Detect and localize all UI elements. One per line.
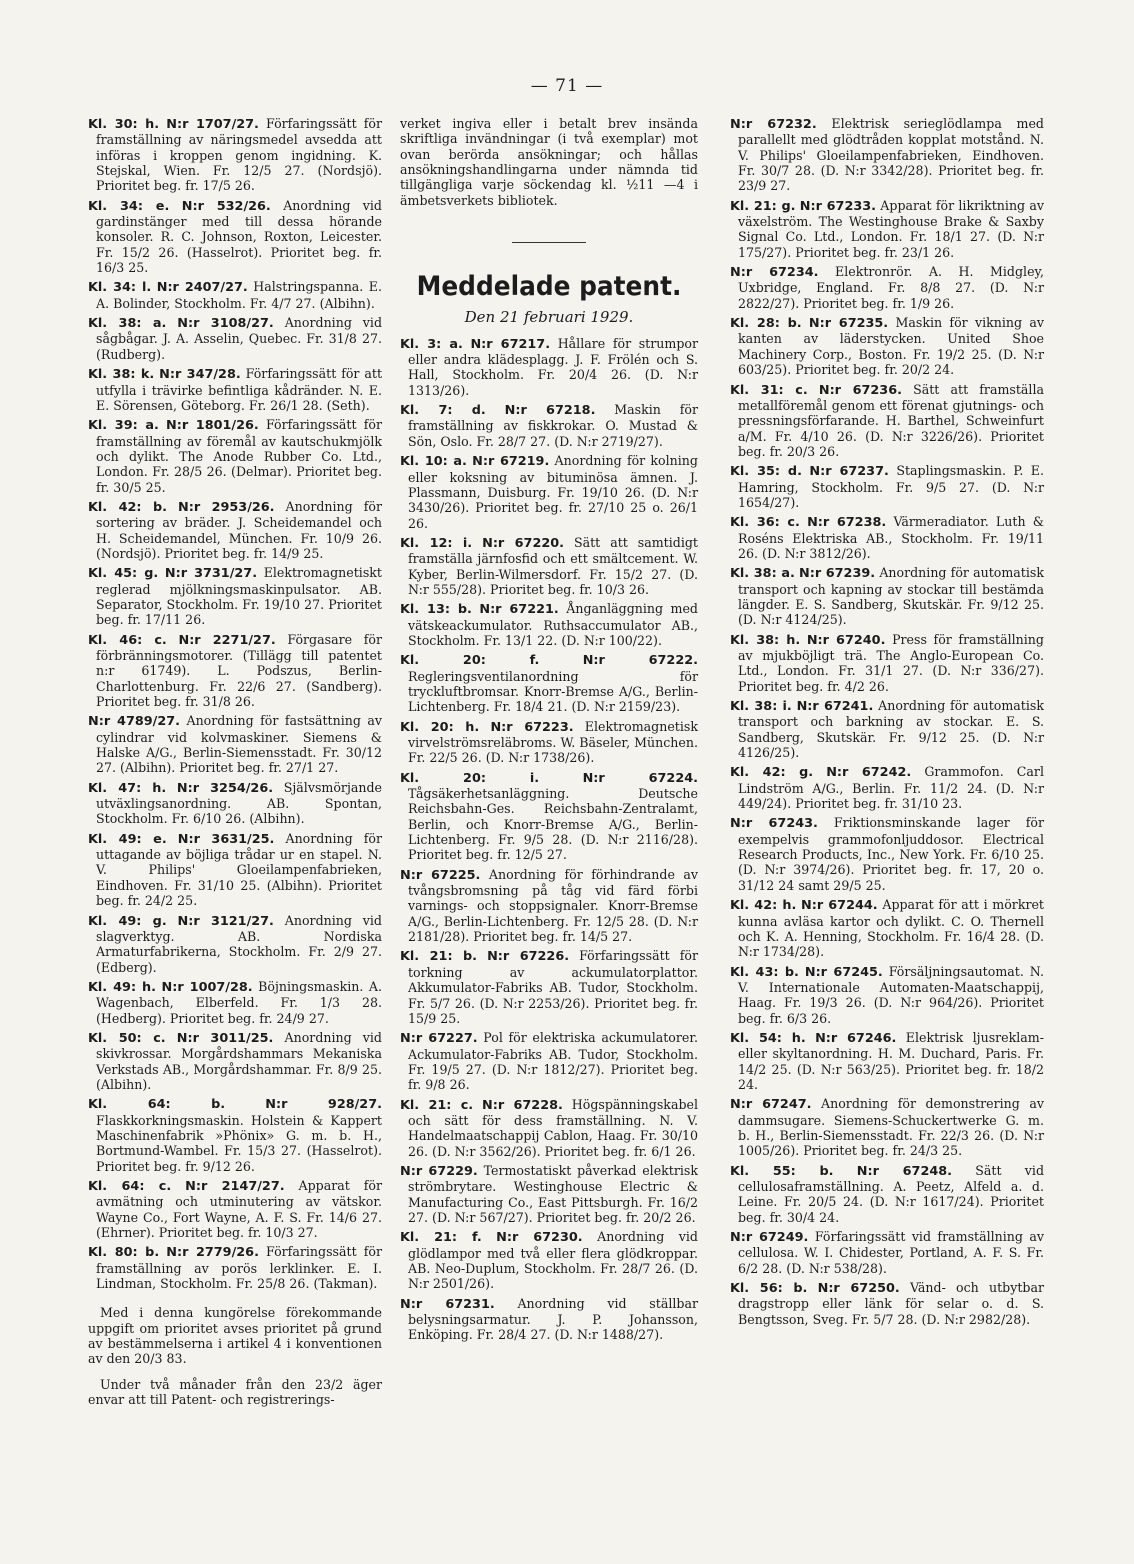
patent-class: Kl. 12: i. bbox=[400, 535, 473, 551]
patent-number: N:r 67245. bbox=[804, 964, 883, 980]
patent-description: Förfaringssätt för framställning av föremål av kautschukmjölk och dylikt. The Anode Rubber Co. Ltd., London. Fr. 28/5 26. (Delmar). Prioritet beg. fr. 30/5 25. bbox=[96, 417, 382, 495]
patent-number: N:r 1707/27. bbox=[166, 117, 259, 132]
patent-entry bbox=[730, 463, 1044, 510]
patent-class: Kl. 56: b. bbox=[730, 1281, 808, 1297]
patent-entry bbox=[730, 764, 1044, 811]
section-heading: Meddelade patent. bbox=[416, 271, 682, 303]
patent-description: Elektrisk ljusreklam- eller skyltanordning. H. M. Duchard, Paris. Fr. 14/2 25. (D. N:r 563/25). Prioritet beg. fr. 18/2 24. bbox=[738, 1029, 1044, 1092]
patent-number: N:r 3121/27. bbox=[177, 913, 274, 929]
patent-class: Kl. 20: f. bbox=[400, 653, 540, 669]
patent-number: N:r 67249. bbox=[730, 1230, 809, 1246]
patent-description: Anordning vid gardinstänger med till dessa hörande konsoler. R. C. Johnson, Roxton, Leicester. Fr. 15/2 26. (Hasselrot). Prioritet beg. fr. 16/3 25. bbox=[96, 197, 382, 276]
patent-description: Termostatiskt påverkad elektrisk strömbrytare. Westinghouse Electric & Manufacturing Co., East Pittsburgh. Fr. 16/2 27. (D. N:r 567/27). Prioritet beg. fr. 20/2 26. bbox=[408, 1162, 698, 1225]
patent-description: Friktionsminskande lager för exempelvis grammofonljuddosor. Electrical Research Products, Inc., New York. Fr. 6/10 25. (D. N:r 3974/26). Prioritet beg. fr. 17, 20 o. 31/12 24 samt 29/5 25. bbox=[738, 815, 1044, 893]
patent-description: Anordning för sortering av bräder. J. Scheidemandel och H. Scheidemandel, München. Fr. 10/9 26. (Nordsjö). Prioritet beg. fr. 14/9 25. bbox=[96, 498, 382, 561]
patent-number: N:r 2407/27. bbox=[156, 280, 248, 296]
patent-description: Elektromagnetisk virvelströmsreläbroms. W. Bäseler, München. Fr. 22/5 26. (D. N:r 1738/26). bbox=[408, 718, 698, 766]
patent-entry bbox=[88, 780, 382, 827]
patent-number: N:r 67242. bbox=[826, 765, 912, 781]
middle-column bbox=[400, 116, 698, 1347]
patent-description: Elektrisk serieglödlampa med parallellt med glödtråden kopplat motstånd. N. V. Philips' Gloeilampenfabrieken, Eindhoven. Fr. 30/7 28. (D. N:r 3342/28). Prioritet beg. fr. 23/9 27. bbox=[738, 116, 1044, 194]
patent-entry bbox=[730, 1280, 1044, 1327]
patent-entry bbox=[400, 719, 698, 766]
patent-description: Sätt vid cellulosaframställning. A. Peetz, Alfeld a. d. Leine. Fr. 20/5 24. (D. N:r 1617/24). Prioritet beg. fr. 30/4 24. bbox=[738, 1162, 1045, 1225]
patent-description: Förfaringssätt för framställning av näringsmedel avsedda att införas i kroppen genom ingidning. K. Stejskal, Wien. Fr. 12/5 27. (Nordsjö). Prioritet beg. fr. 17/5 26. bbox=[96, 116, 382, 194]
patent-number: N:r 347/28. bbox=[159, 367, 241, 383]
patent-entry bbox=[400, 1097, 698, 1159]
patent-entry bbox=[88, 831, 382, 909]
patent-class: Kl. 38: a. bbox=[88, 316, 167, 332]
patent-entry bbox=[88, 116, 382, 194]
patent-number: N:r 3631/25. bbox=[177, 831, 275, 847]
patent-entry bbox=[730, 264, 1044, 311]
patent-entry bbox=[88, 979, 382, 1026]
patent-entry bbox=[400, 867, 698, 945]
patent-description: Förfaringssätt vid framställning av cellulosa. W. I. Chidester, Portland, A. F. S. Fr. 6/2 28. (D. N:r 538/28). bbox=[738, 1229, 1044, 1276]
middle-entry-list bbox=[400, 336, 698, 1343]
patent-class: Kl. 54: h. bbox=[730, 1030, 806, 1046]
patent-entry bbox=[400, 1163, 698, 1225]
patent-number: N:r 67237. bbox=[809, 464, 889, 480]
patent-description: Förgasare för förbränningsmotorer. (Tillägg till patentet n:r 61749). L. Podszus, Berlin-Charlottenburg. Fr. 22/6 27. (Sandberg). Prioritet beg. fr. 31/8 26. bbox=[96, 631, 383, 710]
patent-entry bbox=[88, 198, 382, 276]
patent-class: Kl. 34: l. bbox=[88, 280, 152, 296]
patent-number: N:r 2779/26. bbox=[166, 1245, 259, 1261]
patent-class: Kl. 46: c. bbox=[88, 632, 167, 648]
section-date: Den 21 februari 1929. bbox=[464, 308, 634, 327]
patent-entry bbox=[88, 1178, 382, 1240]
patent-class: Kl. 80: b. bbox=[88, 1245, 160, 1261]
patent-number: N:r 67233. bbox=[799, 198, 877, 214]
patent-description: Anordning för uttagande av böjliga trådar ur en stapel. N. V. Philips' Gloeilampenfabrieken, Eindhoven. Fr. 31/10 25. (Albihn). Prioritet beg. fr. 24/2 25. bbox=[96, 830, 382, 909]
patent-entry bbox=[730, 897, 1044, 959]
patent-entry bbox=[730, 964, 1044, 1026]
patent-description: Böjningsmaskin. A. Wagenbach, Elberfeld. Fr. 1/3 28. (Hedberg). Prioritet beg. fr. 24/9 27. bbox=[96, 978, 382, 1026]
patent-description: Sätt att framställa metallföremål genom ett förenat gjutnings- och pressningsförfarande. H. Barthel, Schweinfurt a/M. Fr. 4/10 26. (D. N:r 3226/26). Prioritet beg. fr. 20/3 26. bbox=[738, 381, 1044, 459]
priority-note: Med i denna kungörelse förekommande uppgift om prioritet avses prioritet på grund av bestämmelserna i artikel 4 i konventionen av den 20/3 83. bbox=[88, 1305, 382, 1367]
patent-class: Kl. 39: a. bbox=[88, 418, 159, 434]
patent-number: N:r 67217. bbox=[470, 336, 551, 352]
patent-entry bbox=[400, 535, 698, 597]
patent-description: Anordning för förhindrande av tvångsbromsning på tåg vid färd förbi varnings- och stoppsignaler. Knorr-Bremse A/G., Berlin-Lichtenberg. Fr. 12/5 28. (D. N:r 2181/28). Prioritet beg. fr. 14/5 27. bbox=[408, 866, 698, 945]
patent-number: N:r 532/26. bbox=[181, 198, 271, 214]
patent-entry bbox=[88, 565, 382, 627]
patent-description: Flaskkorkningsmaskin. Holstein & Kappert Maschinenfabrik »Phönix» G. m. b. H., Bortmund-Wambel. Fr. 15/3 27. (Hasselrot). Prioritet beg. fr. 9/12 26. bbox=[96, 1112, 382, 1174]
patent-entry bbox=[88, 1030, 382, 1092]
objection-note-end: verket ingiva eller i betalt brev insända skriftliga invändningar (i två exemplar) mot ovan berörda ansökningar; och hållas ansökningshandlingarna under nämnda tid tillgängliga varje söckendag kl. ½11 —4 i ämbetsverkets bibliotek. bbox=[400, 116, 698, 208]
patent-description: Sätt att samtidigt framställa järnfosfid och ett smältcement. W. Kyber, Berlin-Wilmersdorf. Fr. 15/2 27. (D. N:r 555/28). Prioritet beg. fr. 10/3 26. bbox=[408, 534, 698, 597]
patent-class: Kl. 55: b. bbox=[730, 1163, 834, 1179]
patent-description: Maskin för framställning av fiskkrokar. O. Mustad & Sön, Oslo. Fr. 28/7 27. (D. N:r 2719/27). bbox=[408, 402, 699, 449]
patent-class: Kl. 21: b. bbox=[400, 949, 478, 965]
right-column bbox=[730, 116, 1044, 1331]
patent-entry bbox=[730, 1096, 1044, 1158]
patent-class: Kl. 49: e. bbox=[88, 831, 167, 847]
patent-number: N:r 1007/28. bbox=[161, 979, 253, 995]
patent-entry bbox=[400, 948, 698, 1026]
patent-number: N:r 67250. bbox=[817, 1281, 900, 1297]
patent-entry bbox=[400, 453, 698, 531]
patent-entry bbox=[88, 315, 382, 362]
patent-description: Tågsäkerhetsanläggning. Deutsche Reichsbahn-Ges. Reichsbahn-Zentralamt, Berlin, och Knorr-Bremse A/G., Berlin-Lichtenberg. Fr. 9/5 28. (D. N:r 2116/28). Prioritet beg. fr. 12/5 27. bbox=[408, 786, 698, 863]
patent-entry bbox=[400, 770, 698, 863]
patent-class: Kl. 38: i. bbox=[730, 699, 792, 715]
patent-entry bbox=[88, 1096, 382, 1174]
patent-class: Kl. 20: i. bbox=[400, 770, 540, 786]
patent-number: N:r 67224. bbox=[582, 770, 698, 786]
patent-description: Halstringspanna. E. A. Bolinder, Stockholm. Fr. 4/7 27. (Albihn). bbox=[96, 279, 382, 311]
patent-number: N:r 4789/27. bbox=[88, 714, 181, 730]
patent-number: N:r 67232. bbox=[730, 117, 817, 132]
patent-entry bbox=[400, 601, 698, 648]
patent-class: Kl. 7: d. bbox=[400, 403, 486, 419]
patent-description: Högspänningskabel och sätt för dess framställning. N. V. Handelmaatschappij Cablon, Haag. Fr. 30/10 26. (D. N:r 3562/26). Prioritet beg. fr. 6/1 26. bbox=[408, 1096, 698, 1159]
patent-number: N:r 3731/27. bbox=[164, 566, 258, 582]
patent-entry bbox=[730, 514, 1044, 561]
patent-entry bbox=[730, 315, 1044, 377]
patent-entry bbox=[88, 1244, 382, 1291]
patent-entry bbox=[88, 279, 382, 311]
patent-number: N:r 67228. bbox=[482, 1097, 563, 1113]
patent-class: Kl. 13: b. bbox=[400, 602, 472, 618]
patent-number: N:r 67238. bbox=[807, 515, 887, 531]
patent-number: N:r 67236. bbox=[818, 382, 902, 398]
patent-number: N:r 67220. bbox=[482, 535, 565, 551]
patent-number: N:r 67241. bbox=[796, 699, 874, 715]
patent-number: N:r 2271/27. bbox=[178, 632, 276, 648]
patent-class: Kl. 38: h. bbox=[730, 632, 801, 648]
right-entry-list bbox=[730, 116, 1044, 1327]
patent-number: N:r 67244. bbox=[801, 898, 878, 914]
patent-description: Anordning för automatisk transport och kapning av stockar till bestämda längder. E. S. Sandberg, Skutskär. Fr. 9/12 25. (D. N:r 4124/25). bbox=[738, 565, 1044, 628]
patent-number: N:r 67222. bbox=[582, 653, 698, 669]
patent-class: Kl. 49: h. bbox=[88, 979, 157, 995]
patent-description: Apparat för att i mörkret kunna avläsa kartor och dylikt. C. O. Thernell och K. A. Henning, Stockholm. Fr. 16/4 28. (D. N:r 1734/28). bbox=[738, 897, 1044, 960]
page-number: — 71 — bbox=[530, 76, 604, 96]
patent-number: N:r 67221. bbox=[479, 602, 559, 618]
patent-class: Kl. 64: b. bbox=[88, 1097, 226, 1113]
patent-class: Kl. 42: h. bbox=[730, 898, 797, 914]
left-entry-list bbox=[88, 116, 382, 1291]
patent-number: N:r 1801/26. bbox=[166, 418, 259, 434]
patent-entry bbox=[730, 382, 1044, 460]
patent-class: Kl. 21: c. bbox=[400, 1097, 474, 1113]
patent-number: N:r 67239. bbox=[799, 566, 876, 582]
patent-description: Ånganläggning med vätskeackumulator. Ruthsaccumulator AB., Stockholm. Fr. 13/1 22. (D. N:r 100/22). bbox=[408, 601, 698, 648]
patent-number: N:r 67231. bbox=[400, 1296, 495, 1312]
left-column bbox=[88, 116, 382, 1407]
patent-description: Regleringsventilanordning för tryckluftbromsar. Knorr-Bremse A/G., Berlin-Lichtenberg. Fr. 18/4 21. (D. N:r 2159/23). bbox=[408, 668, 698, 715]
patent-entry bbox=[400, 652, 698, 714]
patent-class: Kl. 64: c. bbox=[88, 1179, 172, 1194]
patent-description: Anordning för kolning eller koksning av bituminösa ämnen. J. Plassmann, Duisburg. Fr. 19/10 26. (D. N:r 3430/26). Prioritet beg. fr. 27/10 25 o. 26/1 26. bbox=[408, 453, 698, 531]
patent-description: Hållare för strumpor eller andra klädesplagg. J. F. Frölén och S. Hall, Stockholm. Fr. 20/4 26. (D. N:r 1313/26). bbox=[408, 335, 698, 398]
patent-entry bbox=[400, 1296, 698, 1343]
patent-class: Kl. 3: a. bbox=[400, 336, 463, 352]
patent-number: N:r 67219. bbox=[472, 454, 550, 470]
patent-number: N:r 928/27. bbox=[265, 1097, 382, 1113]
patent-entry bbox=[88, 499, 382, 561]
patent-entry bbox=[730, 632, 1044, 694]
patent-entry bbox=[730, 198, 1044, 260]
patent-description: Maskin för vikning av kanten av läderstycken. United Shoe Machinery Corp., Boston. Fr. 19/2 25. (D. N:r 603/25). Prioritet beg. fr. 20/2 24. bbox=[738, 315, 1044, 378]
patent-description: Pol för elektriska ackumulatorer. Ackumulator-Fabriks AB. Tudor, Stockholm. Fr. 19/5 27. (D. N:r 1812/27). Prioritet beg. fr. 9/8 26. bbox=[408, 1030, 698, 1093]
patent-number: N:r 3108/27. bbox=[177, 316, 274, 332]
patent-description: Förfaringssätt för torkning av ackumulatorplattor. Akkumulator-Fabriks AB. Tudor, Stockholm. Fr. 5/7 26. (D. N:r 2253/26). Prioritet beg. fr. 15/9 25. bbox=[408, 948, 699, 1026]
patent-entry bbox=[400, 1030, 698, 1092]
patent-description: Anordning vid glödlampor med två eller flera glödkroppar. AB. Neo-Duplum, Stockholm. Fr. 28/7 26. (D. N:r 2501/26). bbox=[408, 1229, 698, 1292]
patent-entry bbox=[88, 713, 382, 775]
patent-description: Anordning vid slagverktyg. AB. Nordiska Armaturfabrikerna, Stockholm. Fr. 2/9 27. (Edberg). bbox=[96, 912, 382, 975]
patent-description: Värmeradiator. Luth & Roséns Elektriska AB., Stockholm. Fr. 19/11 26. (D. N:r 3812/26). bbox=[738, 514, 1044, 561]
patent-description: Anordning vid sågbågar. J. A. Asselin, Quebec. Fr. 31/8 27. (Rudberg). bbox=[96, 315, 383, 362]
patent-entry bbox=[730, 565, 1044, 627]
patent-class: Kl. 28: b. bbox=[730, 316, 802, 332]
patent-number: N:r 2147/27. bbox=[185, 1179, 285, 1194]
patent-class: Kl. 21: g. bbox=[730, 198, 796, 214]
patent-description: Staplingsmaskin. P. E. Hamring, Stockholm. Fr. 9/5 27. (D. N:r 1654/27). bbox=[738, 463, 1044, 510]
patent-number: N:r 3254/26. bbox=[176, 780, 274, 796]
patent-description: Anordning vid skivkrossar. Morgårdshammars Mekaniska Verkstads AB., Morgårdshammar. Fr. 8/9 25. (Albihn). bbox=[96, 1029, 382, 1092]
patent-number: N:r 67248. bbox=[856, 1163, 953, 1179]
patent-class: Kl. 42: g. bbox=[730, 765, 814, 781]
patent-description: Anordning för demonstrering av dammsugare. Siemens-Schuckertwerke G. m. b. H., Berlin-Siemensstadt. Fr. 22/3 26. (D. N:r 1005/26). Prioritet beg. fr. 24/3 25. bbox=[738, 1096, 1044, 1159]
patent-number: N:r 67218. bbox=[504, 403, 596, 419]
patent-description: Press för framställning av mjukböjligt trä. The Anglo-European Co. Ltd., London. Fr. 31/1 27. (D. N:r 336/27). Prioritet beg. fr. 4/2 26. bbox=[738, 631, 1044, 694]
patent-class: Kl. 50: c. bbox=[88, 1030, 166, 1046]
patent-class: Kl. 49: g. bbox=[88, 913, 167, 929]
patent-description: Försäljningsautomat. N. V. Internationale Automaten-Maatschappij, Haag. Fr. 19/3 26. (D. N:r 964/26). Prioritet beg. fr. 6/3 26. bbox=[738, 963, 1044, 1026]
patent-number: N:r 67226. bbox=[487, 949, 570, 965]
section-divider bbox=[512, 242, 586, 243]
patent-number: N:r 3011/25. bbox=[176, 1030, 274, 1046]
patent-description: Grammofon. Carl Lindström A/G., Berlin. Fr. 11/2 24. (D. N:r 449/24). Prioritet beg. fr. 31/10 23. bbox=[738, 764, 1044, 812]
patent-description: Anordning för automatisk transport och barkning av stockar. E. S. Sandberg, Skutskär. Fr. 9/12 25. (D. N:r 4126/25). bbox=[738, 698, 1044, 761]
patent-description: Vänd- och utbytbar dragstropp eller länk för selar o. d. S. Bengtsson, Sveg. Fr. 5/7 28. (D. N:r 2982/28). bbox=[738, 1280, 1044, 1327]
patent-description: Anordning för fastsättning av cylindrar vid kolvmaskiner. Siemens & Halske A/G., Berlin-Siemensstadt. Fr. 30/12 27. (Albihn). Prioritet beg. fr. 27/1 27. bbox=[96, 713, 382, 776]
patent-class: Kl. 35: d. bbox=[730, 464, 802, 480]
patent-entry bbox=[88, 417, 382, 495]
patent-description: Apparat för avmätning och utminutering av vätskor. Wayne Co., Fort Wayne, A. F. S. Fr. 14/6 27. (Ehrner). Prioritet beg. fr. 10/3 27. bbox=[96, 1178, 382, 1241]
patent-number: N:r 67234. bbox=[730, 265, 819, 281]
patent-description: Apparat för likriktning av växelström. The Westinghouse Brake & Saxby Signal Co. Ltd., London. Fr. 18/1 27. (D. N:r 175/27). Prioritet beg. fr. 23/1 26. bbox=[738, 197, 1044, 260]
patent-description: Anordning vid ställbar belysningsarmatur. J. P. Johansson, Enköping. Fr. 28/4 27. (D. N:r 1488/27). bbox=[408, 1295, 698, 1343]
patent-entry bbox=[400, 336, 698, 398]
patent-entry bbox=[88, 632, 382, 710]
patent-number: N:r 67243. bbox=[730, 816, 818, 832]
patent-description: Elektronrör. A. H. Midgley, Uxbridge, England. Fr. 8/8 27. (D. N:r 2822/27). Prioritet beg. fr. 1/9 26. bbox=[738, 264, 1044, 311]
patent-class: Kl. 21: f. bbox=[400, 1230, 482, 1246]
patent-class: Kl. 34: e. bbox=[88, 198, 170, 214]
patent-number: N:r 67229. bbox=[400, 1163, 478, 1179]
patent-class: Kl. 10: a. bbox=[400, 454, 467, 470]
patent-class: Kl. 43: b. bbox=[730, 964, 799, 980]
patent-class: Kl. 47: h. bbox=[88, 780, 167, 796]
patent-number: N:r 67227. bbox=[400, 1031, 478, 1047]
patent-number: N:r 67240. bbox=[806, 632, 886, 648]
patent-entry bbox=[88, 366, 382, 413]
patent-entry bbox=[730, 116, 1044, 194]
patent-description: Förfaringssätt för att utfylla i trävirke befintliga kådränder. N. E. E. Sörensen, Göteborg. Fr. 26/1 28. (Seth). bbox=[96, 366, 383, 413]
patent-number: N:r 67235. bbox=[808, 316, 889, 332]
patent-entry bbox=[730, 698, 1044, 760]
patent-number: N:r 67246. bbox=[815, 1030, 897, 1046]
patent-description: Självsmörjande utväxlingsanordning. AB. Spontan, Stockholm. Fr. 6/10 26. (Albihn). bbox=[96, 779, 382, 827]
patent-number: N:r 67247. bbox=[730, 1097, 812, 1113]
patent-entry bbox=[400, 402, 698, 449]
patent-entry bbox=[730, 815, 1044, 893]
patent-entry bbox=[88, 913, 382, 975]
patent-class: Kl. 36: c. bbox=[730, 515, 800, 531]
patent-class: Kl. 45: g. bbox=[88, 566, 159, 582]
patent-class: Kl. 38: a. bbox=[730, 566, 795, 582]
patent-entry bbox=[400, 1229, 698, 1291]
patent-number: N:r 67223. bbox=[490, 719, 574, 735]
objection-note-start: Under två månader från den 23/2 äger envar att till Patent- och registrerings- bbox=[88, 1376, 382, 1408]
patent-number: N:r 67230. bbox=[496, 1230, 583, 1246]
patent-class: Kl. 20: h. bbox=[400, 719, 480, 735]
patent-entry bbox=[730, 1229, 1044, 1276]
patent-class: Kl. 30: h. bbox=[88, 117, 160, 132]
patent-entry bbox=[730, 1030, 1044, 1092]
patent-description: Elektromagnetiskt reglerad mjölkningsmaskinpulsator. AB. Separator, Stockholm. Fr. 19/10 27. Prioritet beg. fr. 17/11 26. bbox=[96, 565, 382, 628]
patent-entry bbox=[730, 1163, 1044, 1225]
patent-description: Förfaringssätt för framställning av porös lerklinker. E. I. Lindman, Stockholm. Fr. 25/8 26. (Takman). bbox=[96, 1244, 382, 1292]
patent-class: Kl. 42: b. bbox=[88, 499, 167, 515]
patent-number: N:r 67225. bbox=[400, 867, 481, 883]
patent-number: N:r 2953/26. bbox=[178, 499, 275, 515]
patent-class: Kl. 38: k. bbox=[88, 367, 155, 383]
patent-class: Kl. 31: c. bbox=[730, 382, 808, 398]
